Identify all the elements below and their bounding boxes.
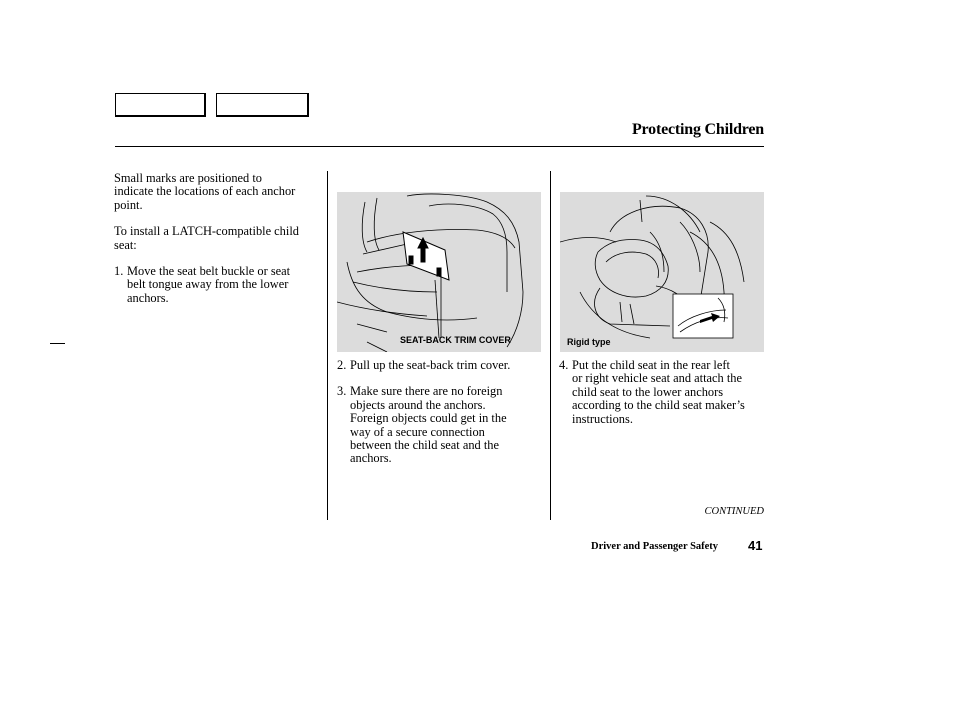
intro-line-2: indicate the locations of each anchor xyxy=(114,184,296,199)
margin-mark xyxy=(50,343,65,344)
step-3-line: way of a secure connection xyxy=(350,424,485,439)
step-2-line: Pull up the seat-back trim cover. xyxy=(350,358,511,372)
step-3-line: Foreign objects could get in the xyxy=(350,411,507,426)
figure-caption-trim-cover: SEAT-BACK TRIM COVER xyxy=(400,335,511,345)
header-rule xyxy=(115,146,764,147)
step-4-number: 4. xyxy=(559,358,569,372)
step-4-line: Put the child seat in the rear left xyxy=(572,358,730,372)
step-4 xyxy=(559,359,769,426)
column-1 xyxy=(114,172,324,305)
page-title: Protecting Children xyxy=(631,121,764,138)
figure-caption-rigid-type: Rigid type xyxy=(567,337,611,347)
step-3-line: anchors. xyxy=(350,451,392,466)
step-4-line: according to the child seat maker’s xyxy=(572,398,745,413)
step-3-number: 3. xyxy=(337,384,347,399)
install-line-1: To install a LATCH-compatible child xyxy=(114,224,299,239)
step-4-line: or right vehicle seat and attach the xyxy=(572,371,742,386)
step-4-line: instructions. xyxy=(572,411,633,426)
step-3-line: Make sure there are no foreign xyxy=(350,384,503,399)
column-2 xyxy=(337,359,542,466)
column-divider-1 xyxy=(327,171,328,520)
step-1-line: belt tongue away from the lower xyxy=(127,277,289,292)
step-3-line: between the child seat and the xyxy=(350,438,499,453)
step-1-line: anchors. xyxy=(127,290,169,305)
step-2-number: 2. xyxy=(337,358,347,372)
step-1-line: Move the seat belt buckle or seat xyxy=(127,264,291,279)
column-divider-2 xyxy=(550,171,551,520)
seat-back-drawing xyxy=(337,192,541,352)
footer-section-title: Driver and Passenger Safety xyxy=(591,541,719,552)
child-seat-drawing xyxy=(560,192,764,352)
install-line-2: seat: xyxy=(114,237,137,252)
step-3 xyxy=(337,385,542,465)
continued-label: CONTINUED xyxy=(704,506,764,517)
step-1-number: 1. xyxy=(114,264,124,279)
step-4-line: child seat to the lower anchors xyxy=(572,384,724,399)
page-number: 41 xyxy=(748,538,763,553)
intro-line-3: point. xyxy=(114,197,143,212)
nav-tab-box-2[interactable] xyxy=(216,93,309,117)
step-3-line: objects around the anchors. xyxy=(350,397,486,412)
child-seat-illustration xyxy=(560,192,764,352)
nav-tab-box-1[interactable] xyxy=(115,93,206,117)
step-1 xyxy=(114,265,324,305)
trim-cover-illustration xyxy=(337,192,541,352)
step-2 xyxy=(337,359,542,372)
column-3 xyxy=(559,359,769,426)
intro-line-1: Small marks are positioned to xyxy=(114,171,262,185)
